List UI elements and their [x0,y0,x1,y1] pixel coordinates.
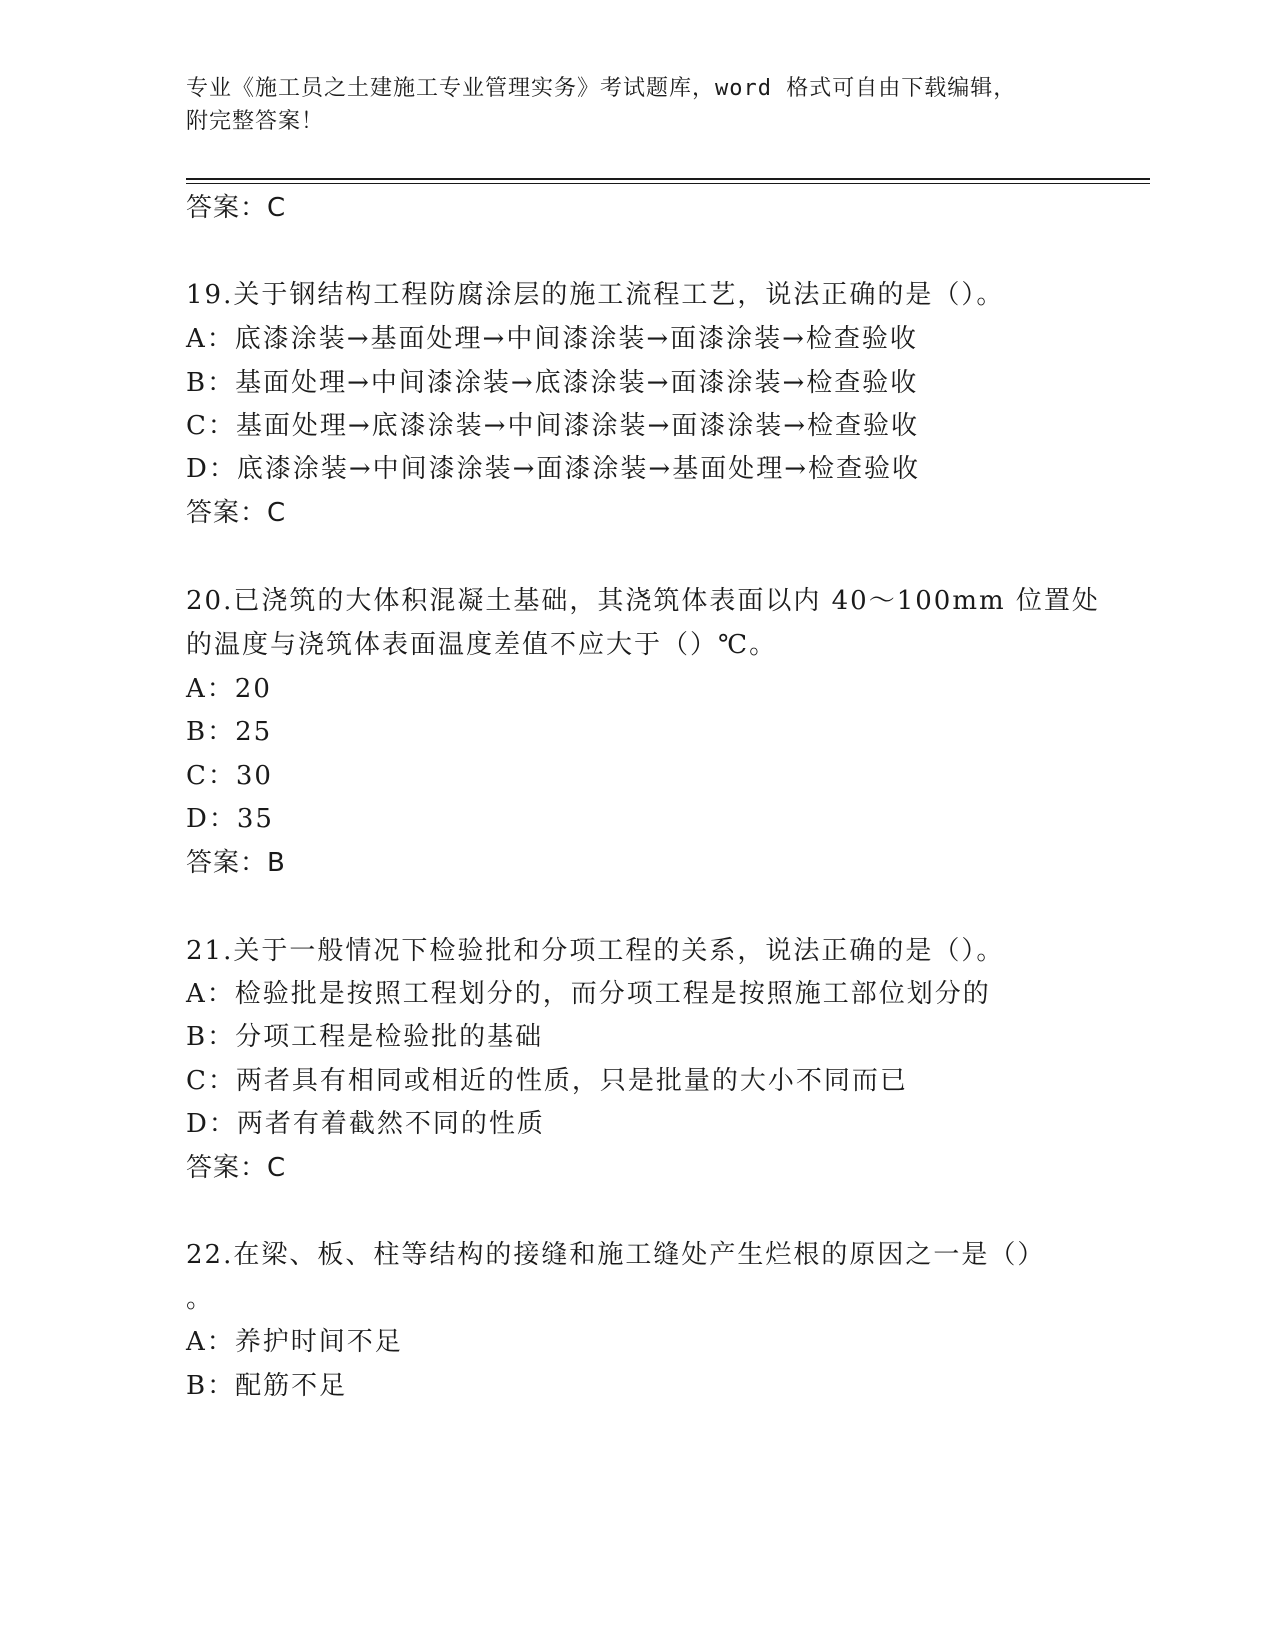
question-22-option-b: B：配筋不足 [186,1371,348,1401]
question-21-option-a: A：检验批是按照工程划分的，而分项工程是按照施工部位划分的 [186,979,991,1009]
question-19-option-b: B：基面处理→中间漆涂装→底漆涂装→面漆涂装→检查验收 [186,368,919,398]
question-21-option-d: D：两者有着截然不同的性质 [186,1109,545,1139]
question-21-stem: 21.关于一般情况下检验批和分项工程的关系，说法正确的是（）。 [186,936,1005,966]
question-22-stem-line-1: 22.在梁、板、柱等结构的接缝和施工缝处产生烂根的原因之一是（） [186,1240,1046,1270]
question-20-option-d: D：35 [186,804,274,834]
question-19-option-d: D：底漆涂装→中间漆涂装→面漆涂装→基面处理→检查验收 [186,454,920,484]
previous-answer: 答案：C [186,193,287,223]
header-divider-thin [186,183,1150,184]
question-19-option-a: A：底漆涂装→基面处理→中间漆涂装→面漆涂装→检查验收 [186,324,918,354]
question-22-option-a: A：养护时间不足 [186,1327,403,1357]
question-20-option-c: C：30 [186,761,273,791]
question-21-option-b: B：分项工程是检验批的基础 [186,1022,544,1052]
question-20-stem-line-2: 的温度与浇筑体表面温度差值不应大于（）℃。 [186,630,778,660]
header-line-2: 附完整答案！ [186,109,325,134]
question-19-stem: 19.关于钢结构工程防腐涂层的施工流程工艺，说法正确的是（）。 [186,280,1005,310]
question-22-stem-line-2: 。 [186,1284,215,1314]
question-20-stem-line-1: 20.已浇筑的大体积混凝土基础，其浇筑体表面以内 40～100mm 位置处 [186,586,1100,616]
question-21-answer: 答案：C [186,1153,287,1183]
question-20-answer: 答案：B [186,848,286,878]
header-divider [186,178,1150,180]
question-20-option-a: A：20 [186,674,272,704]
header-line-1: 专业《施工员之土建施工专业管理实务》考试题库，word 格式可自由下载编辑， [186,76,1017,101]
question-20-option-b: B：25 [186,717,273,747]
document-header [186,72,1086,138]
question-19-answer: 答案：C [186,498,287,528]
question-19-option-c: C：基面处理→底漆涂装→中间漆涂装→面漆涂装→检查验收 [186,411,920,441]
question-21-option-c: C：两者具有相同或相近的性质，只是批量的大小不同而已 [186,1066,908,1096]
